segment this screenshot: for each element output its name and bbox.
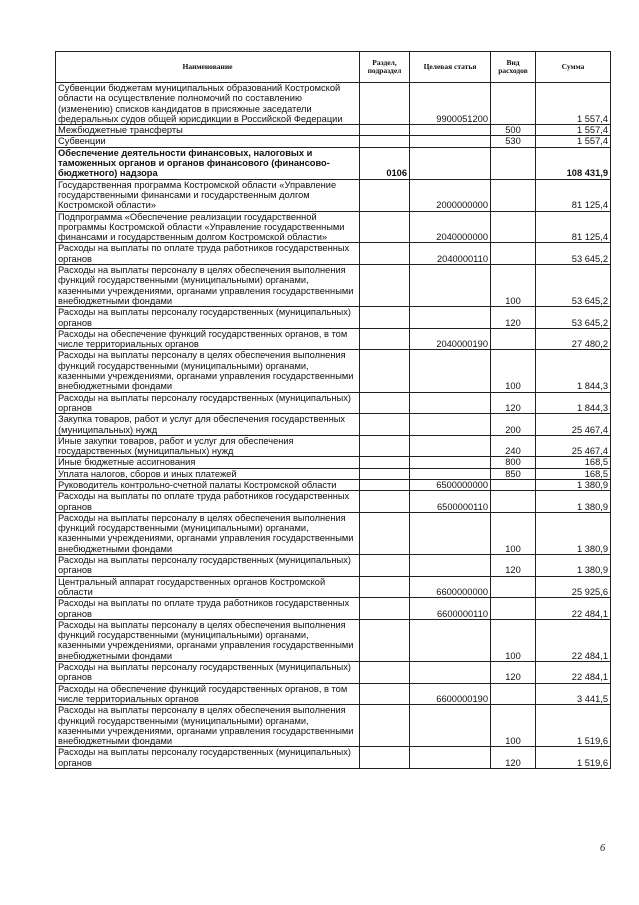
row-section: [360, 211, 410, 243]
row-target: [410, 307, 491, 329]
row-name: Расходы на выплаты персоналу государственных (муниципальных) органов: [56, 662, 360, 684]
row-section: [360, 747, 410, 769]
table-row: [56, 435, 611, 457]
row-section: [360, 83, 410, 125]
row-kind: [491, 328, 536, 350]
row-target: [410, 457, 491, 468]
row-kind: 100: [491, 705, 536, 747]
row-section: [360, 265, 410, 307]
row-section: [360, 619, 410, 661]
row-section: [360, 136, 410, 147]
table-row: [56, 350, 611, 392]
header-section: Раздел, подраздел: [360, 52, 410, 83]
row-section: [360, 576, 410, 598]
row-section: [360, 512, 410, 554]
row-section: [360, 662, 410, 684]
row-name: Расходы на выплаты персоналу в целях обеспечения выполнения функций государственными (муниципальными) органами, казенными учреждениями, органами управления государственными внебюджетными фондами: [56, 350, 360, 392]
row-name: Подпрограмма «Обеспечение реализации государственной программы Костромской области «Управление государственными финансами и государственным долгом Костромской области»: [56, 211, 360, 243]
row-section: [360, 243, 410, 265]
table-row: [56, 662, 611, 684]
row-kind: 100: [491, 512, 536, 554]
table-row: [56, 457, 611, 468]
row-target: 2040000190: [410, 328, 491, 350]
table-row: [56, 265, 611, 307]
row-name: Расходы на обеспечение функций государственных органов, в том числе территориальных органов: [56, 683, 360, 705]
row-kind: 500: [491, 125, 536, 136]
row-kind: [491, 147, 536, 179]
row-sum: 1 380,9: [536, 555, 611, 577]
row-target: [410, 705, 491, 747]
row-sum: 1 557,4: [536, 125, 611, 136]
row-kind: [491, 211, 536, 243]
row-sum: 22 484,1: [536, 619, 611, 661]
row-name: Расходы на выплаты персоналу в целях обеспечения выполнения функций государственными (муниципальными) органами, казенными учреждениями, органами управления государственными внебюджетными фондами: [56, 512, 360, 554]
table-row: [56, 392, 611, 414]
row-target: 6500000000: [410, 479, 491, 490]
row-sum: 1 519,6: [536, 747, 611, 769]
row-target: 2040000110: [410, 243, 491, 265]
row-target: 2000000000: [410, 179, 491, 211]
row-sum: 168,5: [536, 468, 611, 479]
row-kind: 120: [491, 392, 536, 414]
row-sum: 3 441,5: [536, 683, 611, 705]
table-row: [56, 328, 611, 350]
row-sum: 53 645,2: [536, 243, 611, 265]
row-sum: 81 125,4: [536, 211, 611, 243]
row-name: Руководитель контрольно-счетной палаты Костромской области: [56, 479, 360, 490]
row-target: 6600000000: [410, 576, 491, 598]
row-name: Государственная программа Костромской области «Управление государственными финансами и государственным долгом Костромской области»: [56, 179, 360, 211]
row-section: [360, 555, 410, 577]
table-row: [56, 307, 611, 329]
row-name: Расходы на выплаты персоналу государственных (муниципальных) органов: [56, 307, 360, 329]
table-row: [56, 479, 611, 490]
row-sum: 25 467,4: [536, 414, 611, 436]
table-row: [56, 83, 611, 125]
row-kind: 850: [491, 468, 536, 479]
budget-table: [55, 51, 611, 769]
row-kind: [491, 576, 536, 598]
row-sum: 1 557,4: [536, 83, 611, 125]
table-body: [56, 83, 611, 769]
row-sum: 168,5: [536, 457, 611, 468]
row-target: [410, 512, 491, 554]
row-sum: 1 380,9: [536, 479, 611, 490]
row-kind: [491, 243, 536, 265]
row-sum: 1 380,9: [536, 512, 611, 554]
table-row: [56, 705, 611, 747]
header-sum: Сумма: [536, 52, 611, 83]
row-sum: 1 557,4: [536, 136, 611, 147]
row-name: Иные бюджетные ассигнования: [56, 457, 360, 468]
table-row: [56, 491, 611, 513]
row-name: Расходы на выплаты по оплате труда работников государственных органов: [56, 598, 360, 620]
table-row: [56, 414, 611, 436]
row-section: [360, 435, 410, 457]
row-target: [410, 392, 491, 414]
row-kind: [491, 479, 536, 490]
row-sum: 22 484,1: [536, 598, 611, 620]
row-target: 6600000190: [410, 683, 491, 705]
row-target: [410, 619, 491, 661]
row-sum: 22 484,1: [536, 662, 611, 684]
row-name: Расходы на обеспечение функций государственных органов, в том числе территориальных органов: [56, 328, 360, 350]
row-sum: 1 844,3: [536, 350, 611, 392]
table-header-row: [56, 52, 611, 83]
row-target: [410, 414, 491, 436]
row-sum: 1 844,3: [536, 392, 611, 414]
header-name: Наименование: [56, 52, 360, 83]
row-target: [410, 136, 491, 147]
table-row: [56, 598, 611, 620]
row-name: Расходы на выплаты персоналу в целях обеспечения выполнения функций государственными (муниципальными) органами, казенными учреждениями, органами управления государственными внебюджетными фондами: [56, 619, 360, 661]
row-target: [410, 435, 491, 457]
row-kind: [491, 683, 536, 705]
row-section: 0106: [360, 147, 410, 179]
row-target: 2040000000: [410, 211, 491, 243]
row-target: [410, 147, 491, 179]
page-number: 6: [600, 843, 606, 854]
row-sum: 27 480,2: [536, 328, 611, 350]
row-section: [360, 468, 410, 479]
row-name: Расходы на выплаты персоналу государственных (муниципальных) органов: [56, 392, 360, 414]
row-sum: 1 380,9: [536, 491, 611, 513]
row-target: 6500000110: [410, 491, 491, 513]
table-row: [56, 147, 611, 179]
row-section: [360, 414, 410, 436]
row-kind: 100: [491, 265, 536, 307]
row-name: Расходы на выплаты по оплате труда работников государственных органов: [56, 243, 360, 265]
table-row: [56, 683, 611, 705]
row-name: Субвенции бюджетам муниципальных образований Костромской области на осуществление полномочий по составлению (изменению) списков кандидатов в присяжные заседатели федеральных судов общей юрисдикции в Российской Федерации: [56, 83, 360, 125]
row-section: [360, 705, 410, 747]
table-row: [56, 619, 611, 661]
row-kind: 200: [491, 414, 536, 436]
row-name: Расходы на выплаты персоналу государственных (муниципальных) органов: [56, 555, 360, 577]
table-row: [56, 555, 611, 577]
row-section: [360, 491, 410, 513]
row-target: 6600000110: [410, 598, 491, 620]
row-sum: 108 431,9: [536, 147, 611, 179]
table-row: [56, 468, 611, 479]
row-section: [360, 125, 410, 136]
table-row: [56, 211, 611, 243]
row-target: [410, 350, 491, 392]
row-kind: [491, 83, 536, 125]
row-name: Закупка товаров, работ и услуг для обеспечения государственных (муниципальных) нужд: [56, 414, 360, 436]
row-kind: 100: [491, 350, 536, 392]
row-name: Центральный аппарат государственных органов Костромской области: [56, 576, 360, 598]
row-sum: 81 125,4: [536, 179, 611, 211]
header-target: Целевая статья: [410, 52, 491, 83]
row-target: [410, 662, 491, 684]
row-section: [360, 479, 410, 490]
row-kind: 120: [491, 662, 536, 684]
row-target: [410, 265, 491, 307]
table-row: [56, 125, 611, 136]
row-kind: 240: [491, 435, 536, 457]
row-name: Межбюджетные трансферты: [56, 125, 360, 136]
row-kind: 120: [491, 555, 536, 577]
row-sum: 1 519,6: [536, 705, 611, 747]
row-target: [410, 125, 491, 136]
row-kind: 120: [491, 307, 536, 329]
row-name: Расходы на выплаты по оплате труда работников государственных органов: [56, 491, 360, 513]
table-row: [56, 179, 611, 211]
row-name: Иные закупки товаров, работ и услуг для обеспечения государственных (муниципальных) нужд: [56, 435, 360, 457]
row-kind: 800: [491, 457, 536, 468]
row-section: [360, 179, 410, 211]
row-target: [410, 555, 491, 577]
row-kind: [491, 179, 536, 211]
row-name: Расходы на выплаты персоналу в целях обеспечения выполнения функций государственными (муниципальными) органами, казенными учреждениями, органами управления государственными внебюджетными фондами: [56, 705, 360, 747]
row-name: Расходы на выплаты персоналу государственных (муниципальных) органов: [56, 747, 360, 769]
row-section: [360, 350, 410, 392]
header-kind: Вид расходов: [491, 52, 536, 83]
row-sum: 25 925,6: [536, 576, 611, 598]
row-name: Расходы на выплаты персоналу в целях обеспечения выполнения функций государственными (муниципальными) органами, казенными учреждениями, органами управления государственными внебюджетными фондами: [56, 265, 360, 307]
row-target: [410, 747, 491, 769]
row-section: [360, 457, 410, 468]
row-target: [410, 468, 491, 479]
row-name: Обеспечение деятельности финансовых, налоговых и таможенных органов и органов финансового (финансово-бюджетного) надзора: [56, 147, 360, 179]
table-row: [56, 576, 611, 598]
row-kind: [491, 598, 536, 620]
table-row: [56, 512, 611, 554]
table-row: [56, 243, 611, 265]
table-row: [56, 747, 611, 769]
row-sum: 53 645,2: [536, 265, 611, 307]
row-name: Уплата налогов, сборов и иных платежей: [56, 468, 360, 479]
table-row: [56, 136, 611, 147]
row-kind: 530: [491, 136, 536, 147]
row-kind: 120: [491, 747, 536, 769]
row-sum: 53 645,2: [536, 307, 611, 329]
row-target: 9900051200: [410, 83, 491, 125]
row-section: [360, 598, 410, 620]
row-sum: 25 467,4: [536, 435, 611, 457]
row-section: [360, 307, 410, 329]
row-kind: 100: [491, 619, 536, 661]
row-section: [360, 683, 410, 705]
row-kind: [491, 491, 536, 513]
row-section: [360, 392, 410, 414]
row-section: [360, 328, 410, 350]
row-name: Субвенции: [56, 136, 360, 147]
